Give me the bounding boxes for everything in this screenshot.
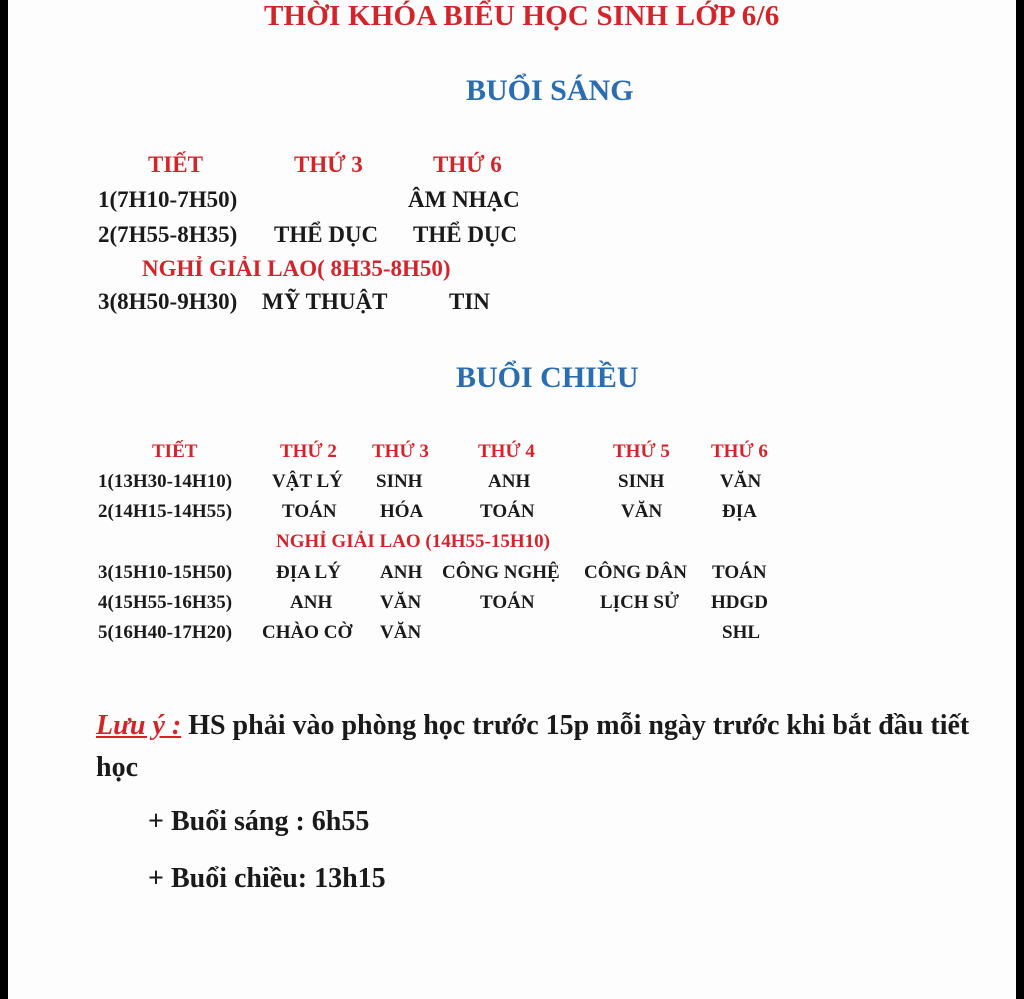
morning-header-thu6: THỨ 6	[433, 152, 502, 177]
afternoon-row-4-thu5: LỊCH SỬ	[600, 592, 680, 613]
afternoon-row-3-thu4: CÔNG NGHỆ	[442, 562, 560, 583]
afternoon-row-1-thu5: SINH	[618, 471, 665, 492]
afternoon-row-1-thu4: ANH	[488, 471, 531, 492]
afternoon-row-5-thu2: CHÀO CỜ	[262, 622, 353, 643]
afternoon-row-3-thu3: ANH	[380, 562, 423, 583]
morning-row-1-thu6: ÂM NHẠC	[408, 187, 520, 212]
afternoon-header-thu4: THỨ 4	[478, 441, 535, 462]
morning-heading: BUỔI SÁNG	[466, 74, 634, 107]
afternoon-row-2-thu3: HÓA	[380, 501, 424, 522]
morning-row-3-period: 3(8H50-9H30)	[98, 289, 238, 314]
afternoon-row-5-thu6: SHL	[722, 622, 761, 643]
afternoon-header-period: TIẾT	[152, 441, 198, 462]
afternoon-header-thu3: THỨ 3	[372, 441, 429, 462]
afternoon-row-5-thu3: VĂN	[380, 622, 422, 643]
morning-row-3-thu6: TIN	[449, 289, 490, 314]
afternoon-heading: BUỔI CHIỀU	[456, 361, 639, 394]
morning-row-2-thu6: THỂ DỤC	[413, 222, 518, 247]
morning-row-2-thu3: THỂ DỤC	[274, 222, 379, 247]
afternoon-row-3-period: 3(15H10-15H50)	[98, 562, 233, 583]
timetable-page	[8, 0, 1016, 999]
afternoon-row-3-thu5: CÔNG DÂN	[584, 562, 687, 583]
afternoon-row-2-thu6: ĐỊA	[722, 501, 757, 522]
note-text: HS phải vào phòng học trước 15p mỗi ngày trước khi bắt đầu tiết học	[96, 710, 970, 783]
afternoon-row-1-thu3: SINH	[376, 471, 423, 492]
afternoon-row-2-thu5: VĂN	[621, 501, 663, 522]
page-title: THỜI KHÓA BIỂU HỌC SINH LỚP 6/6	[264, 0, 780, 32]
note-paragraph	[96, 705, 996, 789]
morning-break: NGHỈ GIẢI LAO( 8H35-8H50)	[142, 256, 451, 281]
afternoon-row-1-thu2: VẬT LÝ	[272, 471, 343, 492]
afternoon-row-3-thu6: TOÁN	[712, 562, 767, 583]
note-item-afternoon: + Buổi chiều: 13h15	[148, 863, 386, 894]
afternoon-row-2-thu2: TOÁN	[282, 501, 337, 522]
morning-header-thu3: THỨ 3	[294, 152, 363, 177]
afternoon-header-thu6: THỨ 6	[711, 441, 768, 462]
afternoon-header-thu2: THỨ 2	[280, 441, 337, 462]
afternoon-row-4-thu2: ANH	[290, 592, 333, 613]
afternoon-row-3-thu2: ĐỊA LÝ	[276, 562, 341, 583]
afternoon-header-thu5: THỨ 5	[613, 441, 670, 462]
afternoon-row-4-thu4: TOÁN	[480, 592, 535, 613]
afternoon-row-4-thu6: HDGD	[711, 592, 768, 613]
afternoon-row-1-period: 1(13H30-14H10)	[98, 471, 233, 492]
note-label: Lưu ý :	[96, 710, 182, 741]
note-item-morning: + Buổi sáng : 6h55	[148, 806, 370, 837]
afternoon-row-5-period: 5(16H40-17H20)	[98, 622, 233, 643]
afternoon-row-2-period: 2(14H15-14H55)	[98, 501, 233, 522]
morning-row-3-thu3: MỸ THUẬT	[262, 289, 388, 314]
morning-row-1-period: 1(7H10-7H50)	[98, 187, 238, 212]
morning-header-period: TIẾT	[148, 152, 203, 177]
afternoon-row-2-thu4: TOÁN	[480, 501, 535, 522]
afternoon-row-4-thu3: VĂN	[380, 592, 422, 613]
afternoon-break: NGHỈ GIẢI LAO (14H55-15H10)	[276, 531, 550, 552]
afternoon-row-4-period: 4(15H55-16H35)	[98, 592, 233, 613]
afternoon-row-1-thu6: VĂN	[720, 471, 762, 492]
morning-row-2-period: 2(7H55-8H35)	[98, 222, 238, 247]
